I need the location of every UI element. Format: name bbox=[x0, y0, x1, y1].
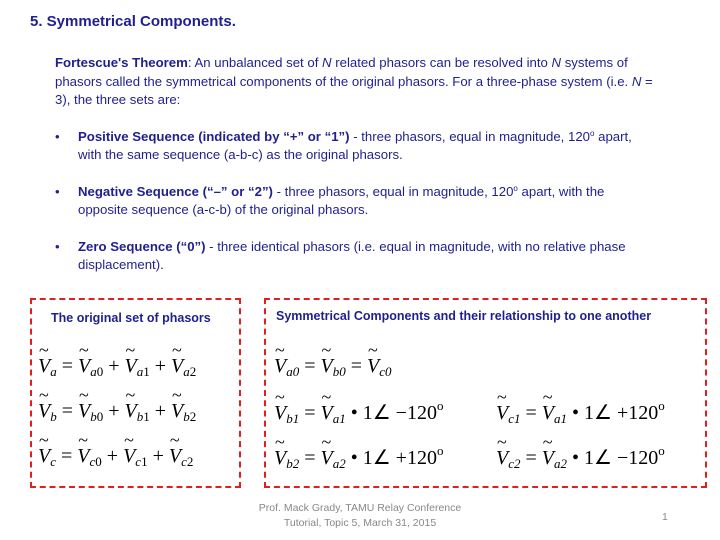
subscript: c bbox=[89, 454, 96, 469]
subscript: c2 bbox=[508, 456, 521, 471]
theorem-n-3: N bbox=[631, 73, 642, 89]
subscript: c bbox=[135, 454, 142, 469]
equals-sign: = bbox=[56, 400, 78, 422]
subscript: c1 bbox=[508, 411, 521, 426]
theorem-text-3: systems of phasors called the symmetrical components of the original phasors. For a three-phase system (i.e. bbox=[55, 55, 632, 89]
subscript: a0 bbox=[286, 364, 300, 379]
phasor-symbol: ~ V bbox=[171, 400, 183, 423]
equals-sign: = bbox=[520, 447, 542, 469]
bullet-head: Positive Sequence (indicated by “+” or “1”) bbox=[78, 128, 350, 144]
footer-citation: Prof. Mack Grady, TAMU Relay Conference Tutorial, Topic 5, March 31, 2015 bbox=[258, 502, 462, 529]
phasor-symbol: ~ V bbox=[169, 445, 181, 468]
equals-sign: = bbox=[299, 355, 321, 377]
subscript: 1 bbox=[143, 364, 150, 379]
phasor-symbol: ~ V bbox=[123, 445, 135, 468]
subscript: a1 bbox=[332, 411, 346, 426]
bullet-zero-sequence bbox=[55, 238, 655, 275]
subscript: 0 bbox=[96, 409, 104, 424]
page-number: 1 bbox=[662, 511, 668, 523]
phasor-symbol: ~ V bbox=[38, 355, 50, 378]
original-phasors-label: The original set of phasors bbox=[51, 311, 211, 325]
phasor-symbol: ~ V bbox=[274, 447, 286, 470]
equals-sign: = bbox=[56, 445, 78, 467]
degree-symbol: o bbox=[658, 443, 665, 458]
plus-sign: + bbox=[101, 445, 124, 467]
equation-va0 bbox=[274, 355, 392, 378]
multiply-dot: • bbox=[567, 402, 585, 424]
degree-superscript: o bbox=[513, 183, 518, 193]
theorem-n-1: N bbox=[322, 55, 332, 70]
phasor-symbol: ~ V bbox=[274, 355, 286, 378]
subscript: b bbox=[50, 409, 57, 424]
plus-sign: + bbox=[103, 355, 125, 377]
subscript: b1 bbox=[286, 411, 300, 426]
phasor-symbol: ~ V bbox=[321, 355, 333, 378]
subscript: 2 bbox=[189, 409, 197, 424]
phasor-symbol: ~ V bbox=[38, 400, 50, 423]
phasor-symbol: ~ V bbox=[542, 447, 554, 470]
bullet-text: - three identical phasors (i.e. equal in magnitude, with no relative phase displacement). bbox=[78, 238, 626, 272]
equals-sign: = bbox=[345, 355, 367, 377]
subscript: b bbox=[90, 409, 97, 424]
equation-vc2 bbox=[496, 445, 665, 470]
subscript: 1 bbox=[141, 454, 148, 469]
phasor-symbol: ~ V bbox=[171, 355, 183, 378]
degree-symbol: o bbox=[436, 398, 444, 413]
plus-sign: + bbox=[103, 400, 125, 422]
phasor-symbol: ~ V bbox=[77, 445, 89, 468]
subscript: a bbox=[50, 364, 57, 379]
bullet-text: - three phasors, equal in magnitude, 120 bbox=[272, 183, 514, 199]
subscript: b bbox=[136, 409, 144, 424]
symmetrical-components-label: Symmetrical Components and their relationship to one another bbox=[276, 309, 652, 323]
theorem-text-2: related phasors can be resolved into bbox=[331, 55, 552, 70]
theorem-n-2: N bbox=[551, 55, 562, 70]
theorem-text-4: = 3), the three sets are: bbox=[55, 73, 653, 107]
phasor-symbol: ~ V bbox=[78, 355, 90, 378]
degree-symbol: o bbox=[436, 443, 444, 458]
plus-sign: + bbox=[149, 400, 171, 422]
bullet-dot: • bbox=[55, 128, 60, 144]
equation-va bbox=[38, 355, 196, 378]
multiply-dot: • bbox=[567, 447, 585, 469]
angle-term: 1∠ −120 bbox=[584, 447, 659, 469]
phasor-symbol: ~ V bbox=[125, 355, 137, 378]
subscript: 2 bbox=[189, 364, 197, 379]
phasor-symbol: ~ V bbox=[274, 402, 286, 425]
angle-term: 1∠ +120 bbox=[584, 402, 659, 424]
bullet-dot: • bbox=[55, 183, 60, 199]
subscript: a bbox=[136, 364, 144, 379]
theorem-label: Fortescue's Theorem bbox=[55, 55, 188, 70]
subscript: c bbox=[181, 454, 187, 469]
subscript: 0 bbox=[96, 364, 104, 379]
bullet-tail: apart, with the opposite sequence (a-c-b) of the original phasors. bbox=[78, 183, 605, 217]
subscript: b2 bbox=[286, 456, 300, 471]
angle-term: 1∠ +120 bbox=[362, 447, 437, 469]
phasor-symbol: ~ V bbox=[321, 447, 333, 470]
phasor-symbol: ~ V bbox=[125, 400, 137, 423]
bullet-head: Negative Sequence (“–” or “2”) bbox=[78, 183, 273, 199]
bullet-text: - three phasors, equal in magnitude, 120 bbox=[349, 128, 590, 144]
subscript: a bbox=[90, 364, 97, 379]
degree-superscript: o bbox=[590, 128, 595, 138]
equation-vb2 bbox=[274, 445, 443, 470]
subscript: a2 bbox=[332, 456, 346, 471]
body-text bbox=[55, 54, 655, 275]
phasor-symbol: ~ V bbox=[496, 447, 508, 470]
equation-vb bbox=[38, 400, 196, 423]
plus-sign: + bbox=[147, 445, 169, 467]
equation-vc1 bbox=[496, 400, 665, 425]
phasor-symbol: ~ V bbox=[367, 355, 379, 378]
subscript: b bbox=[183, 409, 190, 424]
bullet-dot: • bbox=[55, 238, 60, 254]
theorem-text-1: : An unbalanced set of bbox=[187, 55, 323, 70]
bullet-tail: apart, with the same sequence (a-b-c) as the original phasors. bbox=[78, 128, 632, 162]
subscript: a1 bbox=[554, 411, 567, 426]
subscript: 1 bbox=[143, 409, 150, 424]
degree-symbol: o bbox=[658, 398, 665, 413]
bullet-head: Zero Sequence (“0”) bbox=[78, 238, 206, 254]
subscript: a bbox=[183, 364, 190, 379]
bullet-positive-sequence bbox=[55, 128, 655, 165]
subscript: c0 bbox=[379, 364, 392, 379]
equals-sign: = bbox=[56, 355, 78, 377]
multiply-dot: • bbox=[345, 447, 363, 469]
subscript: c bbox=[50, 454, 56, 469]
subscript: 2 bbox=[186, 454, 194, 469]
phasor-symbol: ~ V bbox=[321, 402, 333, 425]
phasor-symbol: ~ V bbox=[78, 400, 90, 423]
subscript: a2 bbox=[554, 456, 567, 471]
equals-sign: = bbox=[299, 447, 321, 469]
phasor-symbol: ~ V bbox=[542, 402, 554, 425]
equals-sign: = bbox=[520, 402, 542, 424]
subscript: b0 bbox=[332, 364, 346, 379]
equation-vc bbox=[38, 445, 193, 468]
phasor-symbol: ~ V bbox=[496, 402, 508, 425]
equation-vb1 bbox=[274, 400, 443, 425]
plus-sign: + bbox=[149, 355, 171, 377]
equals-sign: = bbox=[299, 402, 321, 424]
subscript: 0 bbox=[95, 454, 102, 469]
multiply-dot: • bbox=[345, 402, 363, 424]
theorem-paragraph bbox=[55, 54, 655, 110]
slide-title: 5. Symmetrical Components. bbox=[30, 13, 236, 30]
angle-term: 1∠ −120 bbox=[362, 402, 437, 424]
phasor-symbol: ~ V bbox=[38, 445, 50, 468]
bullet-negative-sequence bbox=[55, 183, 655, 220]
